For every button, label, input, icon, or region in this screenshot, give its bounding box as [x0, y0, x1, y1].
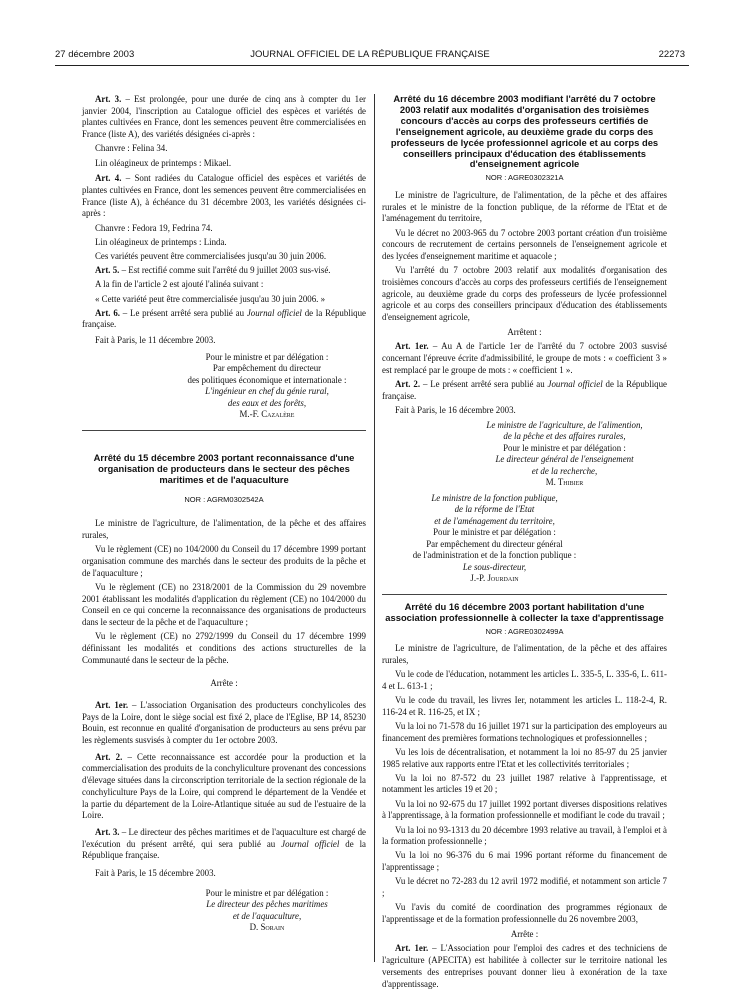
- right-column: [382, 94, 667, 993]
- journal-title: JOURNAL OFFICIEL DE LA RÉPUBLIQUE FRANÇAISE: [250, 49, 490, 60]
- signature-block: Le ministre de l'agriculture, de l'alimention, de la pêche et des affaires rurales, Pour le ministre et par délégation : Le directeur général de l'enseignement et de la recherche, M. Thibier: [486, 419, 643, 488]
- preamble: Le ministre de l'agriculture, de l'alimentation, de la pêche et des affaires rurales et le ministre de la fonction publique, de la réforme de l'Etat et de l'aménagement du territoire,: [382, 190, 667, 224]
- list-line: Lin oléagineux de printemps : Linda.: [95, 236, 227, 247]
- visa: Vu les lois de décentralisation, et notamment la loi no 85-97 du 25 janvier 1985 relative aux rapports entre l'Etat et les collectivités territoriales ;: [382, 746, 667, 769]
- article-2: Art. 2. – Cette reconnaissance est accordée pour la production et la commercialisation des produits de la conchyliculture provenant des concessions d'élevage situées dans la circonscription territoriale de la section régionale de la conchyliculture Pays de la Loire, qui comprend le département de la Vendée et la partie du département de la Loire-Atlantique située au sud de l'estuaire de la Loire.: [82, 751, 366, 821]
- issue-date: 27 décembre 2003: [55, 49, 135, 60]
- visa: Vu la loi no 93-1313 du 20 décembre 1993 relative au travail, à l'emploi et à la formation professionnelle ;: [382, 824, 667, 847]
- list-line: « Cette variété peut être commercialisée jusqu'au 30 juin 2006. »: [95, 293, 326, 304]
- fait-a-paris: Fait à Paris, le 11 décembre 2003.: [95, 335, 216, 346]
- visa: Vu le code du travail, les livres Ier, notamment les articles L. 118-2-4, R. 116-24 et R. 116-25, et IX ;: [382, 695, 667, 717]
- visa: Vu l'avis du comité de coordination des programmes régionaux de l'apprentissage et de la formation professionnelle du 26 novembre 2003,: [382, 902, 667, 924]
- article-4: Art. 4. – Sont radiées du Catalogue officiel des espèces et variétés de plantes cultivées en France, dont les semences peuvent être commercialisées en France (liste A), à échéance du 31 décembre 2003, les variétés désignées ci-après :: [82, 173, 366, 219]
- visa: Vu le décret no 2003-965 du 7 octobre 2003 portant création d'un troisième concours de recrutement de certains personnels de l'enseignement agricole et des lycées d'enseignement maritime et aquacole ;: [382, 227, 667, 262]
- visa: Vu la loi no 96-376 du 6 mai 1996 portant réforme du financement de l'apprentissage ;: [382, 850, 667, 873]
- list-line: Chanvre : Fedora 19, Fedrina 74.: [95, 222, 213, 233]
- arrete-heading: Arrête :: [510, 928, 539, 939]
- page-header: [55, 49, 685, 65]
- arrete-title: Arrêté du 15 décembre 2003 portant reconnaissance d'une organisation de producteurs dans le secteur des pêches maritimes et de l'aquaculture: [93, 451, 355, 485]
- visa: Vu le règlement (CE) no 2318/2001 de la Commission du 29 novembre 2001 établissant les modalités d'application du règlement (CE) no 104/2000 du Conseil en ce qui concerne la reconnaissance des organisations de producteurs dans le secteur de la pêche et de l'aquaculture ;: [82, 581, 366, 627]
- visa: Vu le règlement (CE) no 2792/1999 du Conseil du 17 décembre 1999 définissant les modalités et conditions des actions structurelles de la Communauté dans le secteur de la pêche.: [82, 631, 366, 665]
- nor-reference: NOR : AGRE0302499A: [485, 626, 564, 636]
- article-1: Art. 1er. – Au A de l'article 1er de l'arrêté du 7 octobre 2003 susvisé concernant l'épreuve écrite d'admissibilité, le groupe de mots : « coefficient 3 » est remplacé par le groupe de mots : « coefficient 1 ».: [382, 341, 667, 375]
- column-divider: [374, 94, 375, 962]
- fait-a-paris: Fait à Paris, le 15 décembre 2003.: [95, 868, 216, 879]
- left-column: [82, 94, 366, 934]
- article-3: Art. 3. – Le directeur des pêches maritimes et de l'aquaculture est chargé de l'exécution du présent arrêté, qui sera publié au Journal officiel de la République française.: [82, 826, 366, 861]
- article-2: Art. 2. – Le présent arrêté sera publié au Journal officiel de la République française.: [382, 379, 667, 401]
- header-rule: [55, 65, 689, 66]
- list-line: Lin oléagineux de printemps : Mikael.: [95, 157, 232, 168]
- arrete-heading: Arrête :: [210, 678, 238, 689]
- preamble: Le ministre de l'agriculture, de l'alimentation, de la pêche et des affaires rurales,: [382, 643, 667, 665]
- nor-reference: NOR : AGRE0302321A: [485, 173, 564, 183]
- list-line: A la fin de l'article 2 est ajouté l'alinéa suivant :: [95, 279, 264, 290]
- signature-block: Pour le ministre et par délégation : Par empêchement du directeur des politiques économique et internationale : L'ingénieur en chef du génie rural, des eaux et des forêts, M.-F. Cazalère: [187, 351, 347, 420]
- preamble: Le ministre de l'agriculture, de l'alimentation, de la pêche et des affaires rurales,: [82, 518, 366, 540]
- article-5: Art. 5. – Est rectifié comme suit l'arrêté du 9 juillet 2003 sus-visé.: [95, 265, 331, 276]
- list-line: Chanvre : Felina 34.: [95, 143, 168, 154]
- article-3: Art. 3. – Est prolongée, pour une durée de cinq ans à compter du 1er janvier 2004, l'inscription au Catalogue officiel des espèces et variétés de plantes cultivées en France, dont les semences peuvent être commercialisées en France (liste A), des variétés désignées ci-après :: [82, 94, 366, 140]
- article-6: Art. 6. – Le présent arrêté sera publié au Journal officiel de la République française.: [82, 307, 366, 330]
- section-separator: [382, 594, 667, 595]
- visa: Vu le code de l'éducation, notamment les articles L. 335-5, L. 335-6, L. 611-4 et L. 613-1 ;: [382, 669, 667, 691]
- visa: Vu le règlement (CE) no 104/2000 du Conseil du 17 décembre 1999 portant organisation commune des marchés dans le secteur des produits de la pêche et de l'aquaculture ;: [82, 544, 366, 578]
- page-number: 22273: [658, 49, 685, 60]
- list-line: Ces variétés peuvent être commercialisées jusqu'au 30 juin 2006.: [95, 250, 327, 261]
- arrete-heading: Arrêtent :: [507, 326, 542, 337]
- signature-block: Pour le ministre et par délégation : Le directeur des pêches maritimes et de l'aquaculture, D. Sorain: [205, 887, 329, 933]
- nor-reference: NOR : AGRM0302542A: [184, 494, 264, 504]
- visa: Vu la loi no 92-675 du 17 juillet 1992 portant diverses dispositions relatives à l'apprentissage, à la formation professionnelle et modifiant le code du travail ;: [382, 798, 667, 821]
- visa: Vu la loi no 87-572 du 23 juillet 1987 relative à l'apprentissage, et notamment les articles 19 et 20 ;: [382, 772, 667, 795]
- visa: Vu la loi no 71-578 du 16 juillet 1971 sur la participation des employeurs au financement des premières formations technologiques et professionnelles ;: [382, 720, 667, 743]
- section-separator: [82, 430, 366, 431]
- arrete-title: Arrêté du 16 décembre 2003 modifiant l'arrêté du 7 octobre 2003 relatif aux modalités d'organisation des troisièmes concours d'accès au corps des professeurs certifiés de l'enseignement agricole, au deuxième grade du corps des professeurs de lycée professionnel agricole et au corps des conseillers principaux d'éducation des établissements d'enseignement agricole: [390, 93, 659, 170]
- signature-block: Le ministre de la fonction publique, de la réforme de l'Etat et de l'aménagement du territoire, Pour le ministre et par délégation : Par empêchement du directeur général de l'administration et de la fonction publique : Le sous-directeur, J.-P. Jourdain: [412, 492, 577, 584]
- fait-a-paris: Fait à Paris, le 16 décembre 2003.: [395, 405, 516, 415]
- article-1: Art. 1er. – L'Association pour l'emploi des cadres et des techniciens de l'agriculture (APECITA) est habilitée à collecter sur le territoire national les versements des entreprises pouvant donner lieu à exonération de la taxe d'apprentissage.: [382, 943, 667, 989]
- article-1: Art. 1er. – L'association Organisation des producteurs conchylicoles des Pays de la Loire, dont le siège social est fixé 2, place de l'Eglise, BP 14, 85230 Bouin, est reconnue en qualité d'organisation de producteurs au sens prévu par les règlements susvisés à compter du 1er octobre 2003.: [82, 699, 366, 746]
- visa: Vu le décret no 72-283 du 12 avril 1972 modifié, et notamment son article 7 ;: [382, 876, 667, 899]
- visa: Vu l'arrêté du 7 octobre 2003 relatif aux modalités d'organisation des troisièmes concours d'accès au corps des professeurs certifiés de l'enseignement agricole, au deuxième grade du corps des professeurs de lycée professionnel agricole et au corps des conseillers principaux d'éducation des établissements d'enseignement agricole,: [382, 265, 667, 323]
- arrete-title: Arrêté du 16 décembre 2003 portant habilitation d'une association professionnelle à collecter la taxe d'apprentissage: [385, 600, 664, 623]
